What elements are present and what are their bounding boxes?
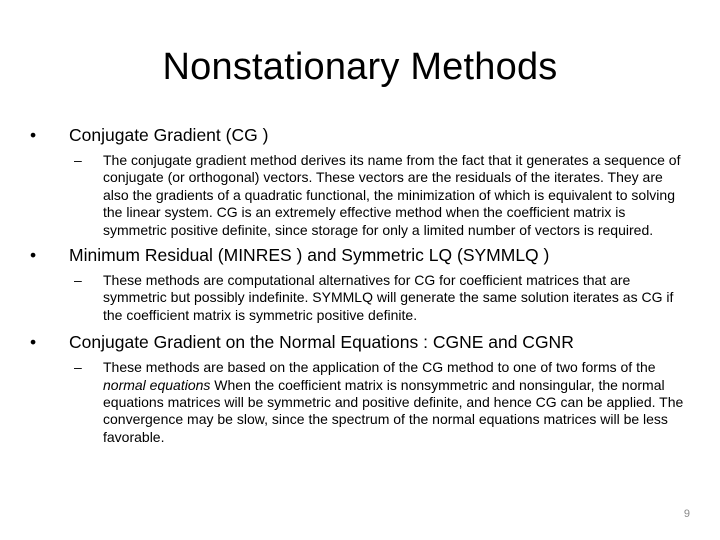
page-number: 9 (683, 508, 690, 520)
bullet-text: Conjugate Gradient (CG ) (69, 125, 269, 145)
bullet-text: Minimum Residual (MINRES ) and Symmetric LQ (SYMMLQ ) (69, 245, 550, 266)
sub-bullet-marker: – (74, 359, 82, 376)
sub-bullet-cg-description (74, 152, 690, 239)
slide-title: Nonstationary Methods (162, 46, 558, 88)
sub-bullet-text: These methods are computational alternatives for CG for coefficient matrices that are symmetric but possibly indefinite. SYMMLQ will generate the same solution iterates as CG if the coefficient matrix is symmetric positive definite. (103, 272, 674, 323)
bullet-cgne-cgnr (30, 331, 690, 353)
sub-text-emphasis: normal equations (103, 376, 211, 393)
bullet-minres-symmlq (30, 244, 690, 266)
sub-bullet-cgne-description (74, 359, 690, 446)
sub-text-before: These methods are based on the application of the CG method to one of two forms of the (103, 359, 656, 376)
sub-bullet-marker: – (74, 152, 82, 168)
slide-content (30, 124, 690, 446)
bullet-text: Conjugate Gradient on the Normal Equations : CGNE and CGNR (69, 332, 574, 353)
sub-bullet-minres-description (74, 272, 690, 324)
sub-text-after: When the coefficient matrix is nonsymmetric and nonsingular, the normal equations matrices will be symmetric and positive definite, and hence CG can be applied. The convergence may be slow, since the spectrum of the normal equations matrices will be less favorable. (103, 376, 684, 445)
bullet-conjugate-gradient (30, 124, 690, 146)
sub-bullet-text: The conjugate gradient method derives its name from the fact that it generates a sequence of conjugate (or orthogonal) vectors. These vectors are the residuals of the iterates. They are also the gradients of a quadratic functional, the minimization of which is equivalent to solving the linear system. CG is an extremely effective method when the coefficient matrix is symmetric positive definite, since storage for only a limited number of vectors is required. (103, 152, 681, 238)
bullet-marker: • (30, 125, 37, 145)
sub-bullet-text (103, 359, 683, 445)
bullet-marker: • (30, 245, 37, 266)
sub-bullet-marker: – (74, 272, 82, 289)
bullet-marker: • (30, 332, 37, 353)
